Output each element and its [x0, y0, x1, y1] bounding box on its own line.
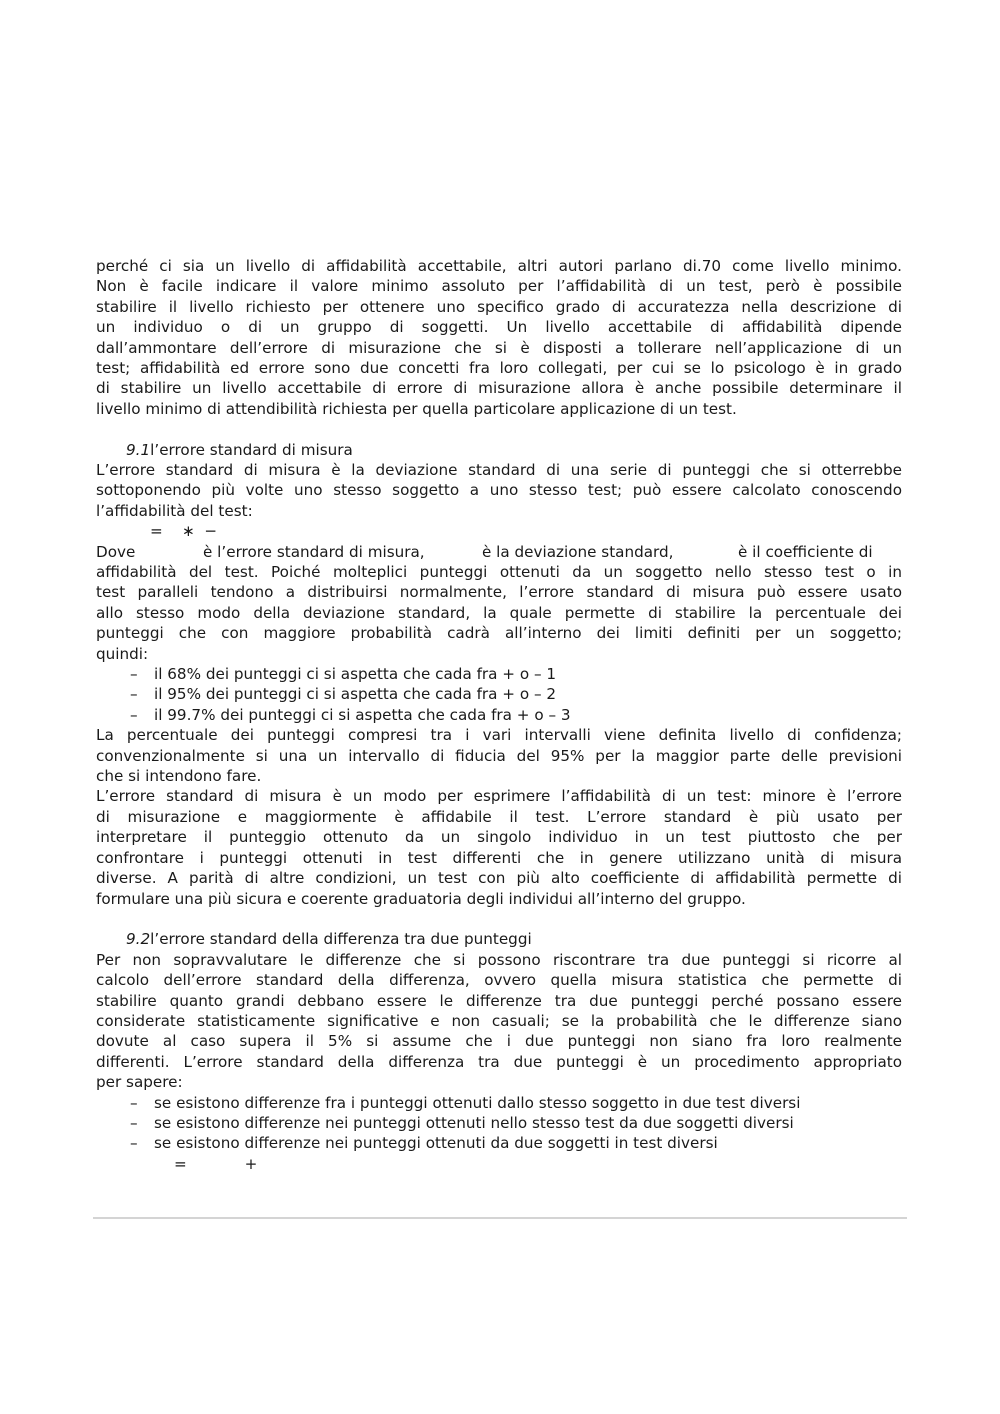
formula-legend-line	[96, 542, 902, 562]
section-number: 9.1	[126, 440, 151, 459]
formula-standard-error: = ∗ −	[150, 522, 218, 541]
text-line: confrontare i punteggi ottenuti in test differenti che in genere utilizzano unità di misura	[96, 848, 902, 867]
list-item	[96, 705, 902, 725]
section-1-intro	[96, 460, 902, 521]
text-line: La percentuale dei punteggi compresi tra i vari intervalli viene definita livello di confidenza;	[96, 726, 902, 745]
text-line: diverse. A parità di altre condizioni, un test con più alto coefficiente di affidabilità permette di	[96, 869, 902, 888]
legend-term: è la deviazione standard,	[482, 542, 674, 561]
section-number: 9.2	[126, 930, 151, 949]
legend-term: è l’errore standard di misura,	[203, 542, 425, 561]
error-paragraph	[96, 786, 902, 908]
list-item	[96, 1093, 902, 1113]
text-line: allo stesso modo della deviazione standard, la quale permette di stabilire la percentuale dei	[96, 603, 902, 622]
formula-difference: = +	[174, 1154, 258, 1173]
text-line: calcolo dell’errore standard della differenza, ovvero quella misura statistica che permette di	[96, 971, 902, 990]
bullet-dash: –	[130, 705, 138, 724]
text-line: Per non sopravvalutare le differenze che si possono riscontrare tra due punteggi si ricorre al	[96, 950, 902, 969]
text-line: di misurazione e maggiormente è affidabile il test. L’errore standard è più usato per	[96, 807, 902, 826]
text-line: affidabilità del test. Poiché molteplici punteggi ottenuti da un soggetto nello stesso test o in	[96, 563, 902, 582]
bullet-dash: –	[130, 665, 138, 684]
list-item	[96, 664, 902, 684]
text-line: sottoponendo più volte uno stesso soggetto a uno stesso test; può essere calcolato conoscendo	[96, 481, 902, 500]
list-item	[96, 1113, 902, 1133]
footer-divider	[93, 1217, 907, 1219]
intro-paragraph	[96, 256, 902, 419]
list-item-text: il 95% dei punteggi ci si aspetta che cada fra + o – 2	[154, 685, 557, 704]
list-item-text: il 99.7% dei punteggi ci si aspetta che cada fra + o – 3	[154, 705, 571, 724]
legend-term: è il coefficiente di	[738, 542, 873, 561]
section-title: l’errore standard della differenza tra due punteggi	[150, 930, 532, 949]
bullet-dash: –	[130, 1093, 138, 1112]
text-line: L’errore standard di misura è la deviazione standard di una serie di punteggi che si otterrebbe	[96, 461, 902, 480]
text-line: dall’ammontare dell’errore di misurazione che si è disposti a tollerare nell’applicazione di un	[96, 338, 902, 357]
text-line: dovute al caso supera il 5% si assume che i due punteggi non siano fra loro realmente	[96, 1032, 902, 1051]
list-item-text: se esistono differenze nei punteggi ottenuti nello stesso test da due soggetti diversi	[154, 1113, 794, 1132]
text-line: un individuo o di un gruppo di soggetti. Un livello accettabile di affidabilità dipende	[96, 318, 902, 337]
section-1-body	[96, 562, 902, 664]
text-line: per sapere:	[96, 1073, 183, 1092]
text-line: stabilire quanto grandi debbano essere le differenze tra due punteggi perché possano essere	[96, 991, 902, 1010]
confidence-paragraph	[96, 725, 902, 786]
text-line: l’affidabilità del test:	[96, 501, 253, 520]
confidence-list	[96, 664, 902, 725]
difference-list	[96, 1093, 902, 1154]
text-line: test paralleli tendono a distribuirsi normalmente, l’errore standard di misura può essere usato	[96, 583, 902, 602]
list-item-text: se esistono differenze nei punteggi ottenuti da due soggetti in test diversi	[154, 1134, 718, 1153]
text-line: Non è facile indicare il valore minimo assoluto per l’affidabilità di un test, però è possibile	[96, 277, 902, 296]
text-line: quindi:	[96, 644, 149, 663]
text-line: formulare una più sicura e coerente graduatoria degli individui all’interno del gruppo.	[96, 889, 746, 908]
list-item-text: il 68% dei punteggi ci si aspetta che cada fra + o – 1	[154, 665, 557, 684]
legend-word: Dove	[96, 542, 136, 561]
bullet-dash: –	[130, 685, 138, 704]
section-heading-9-1	[96, 440, 902, 460]
list-item-text: se esistono differenze fra i punteggi ottenuti dallo stesso soggetto in due test diversi	[154, 1093, 801, 1112]
text-line: stabilire il livello richiesto per ottenere uno specifico grado di accuratezza nella descrizione di	[96, 297, 902, 316]
bullet-dash: –	[130, 1134, 138, 1153]
text-line: di stabilire un livello accettabile di errore di misurazione allora è anche possibile determinare il	[96, 379, 902, 398]
text-line: L’errore standard di misura è un modo per esprimere l’affidabilità di un test: minore è l’errore	[96, 787, 902, 806]
section-title: l’errore standard di misura	[150, 440, 353, 459]
text-line: perché ci sia un livello di affidabilità accettabile, altri autori parlano di.70 come livello minimo.	[96, 257, 902, 275]
text-line: interpretare il punteggio ottenuto da un singolo individuo in un test piuttosto che per	[96, 828, 902, 847]
bullet-dash: –	[130, 1113, 138, 1132]
list-item	[96, 684, 902, 704]
text-line: convenzionalmente si una un intervallo di fiducia del 95% per la maggior parte delle previsioni	[96, 746, 902, 765]
text-line: punteggi che con maggiore probabilità cadrà all’interno dei limiti definiti per un soggetto;	[96, 624, 902, 643]
document-page	[96, 256, 902, 1174]
text-line: differenti. L’errore standard della differenza tra due punteggi è un procedimento appropriato	[96, 1052, 902, 1071]
text-line: che si intendono fare.	[96, 767, 262, 786]
text-line: considerate statisticamente significative e non casuali; se la probabilità che le differenze siano	[96, 1011, 902, 1030]
section-2-body	[96, 950, 902, 1093]
text-line: livello minimo di attendibilità richiesta per quella particolare applicazione di un test.	[96, 399, 737, 418]
section-heading-9-2	[96, 929, 902, 949]
text-line: test; affidabilità ed errore sono due concetti fra loro collegati, per cui se lo psicologo è in grado	[96, 359, 902, 378]
list-item	[96, 1133, 902, 1153]
